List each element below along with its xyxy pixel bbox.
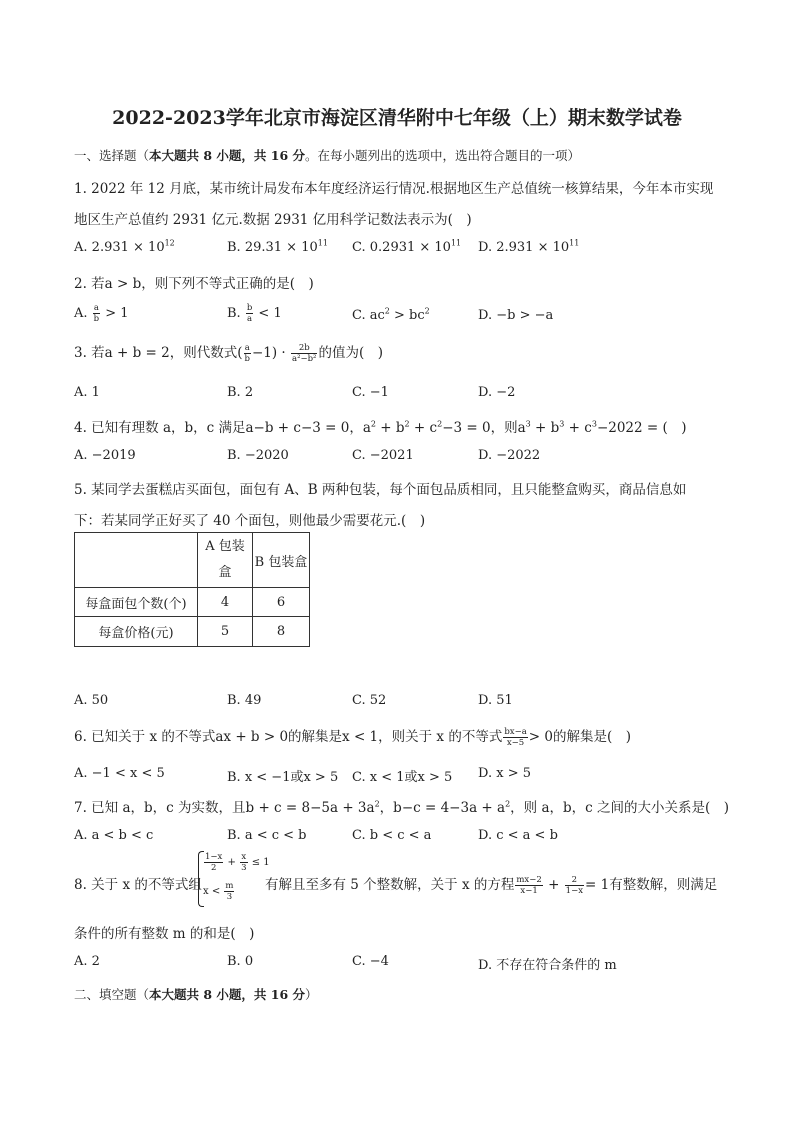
q2-option-a[interactable]: A. $\frac{a}{b}$ > 1: [74, 303, 129, 324]
q8-option-a[interactable]: A. 2: [74, 954, 100, 969]
q2-option-c[interactable]: C. $ac^2 > bc^2$: [352, 306, 430, 323]
q5-line1: 5. 某同学去蛋糕店买面包，面包有 A、B 两种包装，每个面包品质相同，且只能整盒购买，商品信息如: [74, 482, 687, 498]
q6-option-c[interactable]: C. x < 1或x > 5: [352, 770, 453, 785]
q2-option-b[interactable]: B. $\frac{b}{a}$ < 1: [227, 303, 282, 324]
q8-option-c[interactable]: C. −4: [352, 954, 389, 969]
q3-option-b[interactable]: B. 2: [227, 385, 254, 400]
q6-option-d[interactable]: D. x > 5: [478, 766, 531, 781]
q8-rest: 有解且至多有 5 个整数解，关于 x 的方程 $\frac{mx-2}{x-1}$ + $\frac{2}{1-x}$ = 1有整数解，则满足: [265, 875, 718, 896]
q3-text: 3. 若a + b = 2，则代数式( $\frac{a}{b}$ −1) · $\frac{2b}{\text{a²−b²}}$ 的值为( ): [74, 343, 384, 364]
q5-option-a[interactable]: A. 50: [74, 693, 109, 708]
q7-option-d[interactable]: D. c < a < b: [478, 828, 558, 843]
table-row: [75, 617, 310, 647]
q1-line1: 1. 2022 年 12 月底，某市统计局发布本年度经济运行情况.根据地区生产总值统一核算结果，今年本市实现: [74, 181, 714, 197]
section-2-header: 二、填空题（本大题共 8 小题，共 16 分）: [74, 987, 318, 1002]
q4-option-b[interactable]: B. −2020: [227, 448, 289, 463]
q6-option-b[interactable]: B. x < −1或x > 5: [227, 770, 339, 785]
table-corner-cell: [75, 533, 198, 588]
package-table: [74, 532, 310, 647]
table-cell: 5: [198, 617, 253, 647]
q8-option-d[interactable]: D. 不存在符合条件的 m: [478, 958, 617, 973]
table-header-b: B 包装盒: [253, 533, 310, 588]
page-title: 2022-2023学年北京市海淀区清华附中七年级（上）期末数学试卷: [112, 107, 682, 129]
q5-option-d[interactable]: D. 51: [478, 693, 513, 708]
section-1-header: 一、选择题（本大题共 8 小题，共 16 分。在每小题列出的选项中，选出符合题目的一项）: [74, 148, 581, 163]
table-cell: 每盒价格(元): [75, 617, 198, 647]
table-row: [75, 588, 310, 617]
q4-option-c[interactable]: C. −2021: [352, 448, 414, 463]
table-header-row: [75, 533, 310, 588]
q5-option-c[interactable]: C. 52: [352, 693, 387, 708]
q7-option-c[interactable]: C. b < c < a: [352, 828, 432, 843]
q4-option-a[interactable]: A. −2019: [74, 448, 136, 463]
q8-option-b[interactable]: B. 0: [227, 954, 254, 969]
q1-option-a[interactable]: A. $2.931 \times 10^{12}$: [74, 238, 175, 255]
q4-text: 4. 已知有理数 a，b，c 满足a−b + c−3 = 0，$a^2 + b^2 + c^2-3 = 0$，则$a^3 + b^3 + c^3-2022$ = ( ): [74, 419, 687, 436]
q4-option-d[interactable]: D. −2022: [478, 448, 541, 463]
q7-option-b[interactable]: B. a < c < b: [227, 828, 307, 843]
q8-line2: 条件的所有整数 m 的和是( ): [74, 926, 255, 942]
q6-option-a[interactable]: A. −1 < x < 5: [74, 766, 165, 781]
q3-option-a[interactable]: A. 1: [74, 385, 100, 400]
table-header-a: A 包装 盒: [198, 533, 253, 588]
q1-option-b[interactable]: B. $29.31 \times 10^{11}$: [227, 238, 328, 255]
q5-option-b[interactable]: B. 49: [227, 693, 262, 708]
q1-option-d[interactable]: D. $2.931 \times 10^{11}$: [478, 238, 580, 255]
table-cell: 每盒面包个数(个): [75, 588, 198, 617]
table-cell: 6: [253, 588, 310, 617]
q3-option-c[interactable]: C. −1: [352, 385, 389, 400]
q8-lead: 8. 关于 x 的不等式组: [74, 877, 202, 893]
q2-option-d[interactable]: D. −b > −a: [478, 308, 554, 323]
system-row-2: x < $\frac{m}{3}$: [203, 881, 234, 902]
q7-text: 7. 已知 a，b，c 为实数，且$b + c = 8-5a + 3a^2$，$b-c = 4-3a + a^2$，则 a，b，c 之间的大小关系是( ): [74, 799, 730, 816]
q1-option-c[interactable]: C. $0.2931 \times 10^{11}$: [352, 238, 462, 255]
q5-line2: 下：若某同学正好买了 40 个面包，则他最少需要花元.( ): [74, 513, 426, 529]
q3-option-d[interactable]: D. −2: [478, 385, 516, 400]
q6-text: 6. 已知关于 x 的不等式ax + b > 0的解集是x < 1，则关于 x 的不等式 $\frac{bx-a}{x-5}$ > 0的解集是( ): [74, 727, 632, 748]
q7-option-a[interactable]: A. a < b < c: [74, 828, 154, 843]
table-cell: 4: [198, 588, 253, 617]
system-row-1: $\frac{1-x}{2}$ + $\frac{x}{3}$ ≤ 1: [205, 852, 270, 873]
q1-line2: 地区生产总值约 2931 亿元.数据 2931 亿用科学记数法表示为( ): [74, 212, 472, 228]
table-cell: 8: [253, 617, 310, 647]
q2-text: 2. 若a > b，则下列不等式正确的是( ): [74, 276, 314, 292]
